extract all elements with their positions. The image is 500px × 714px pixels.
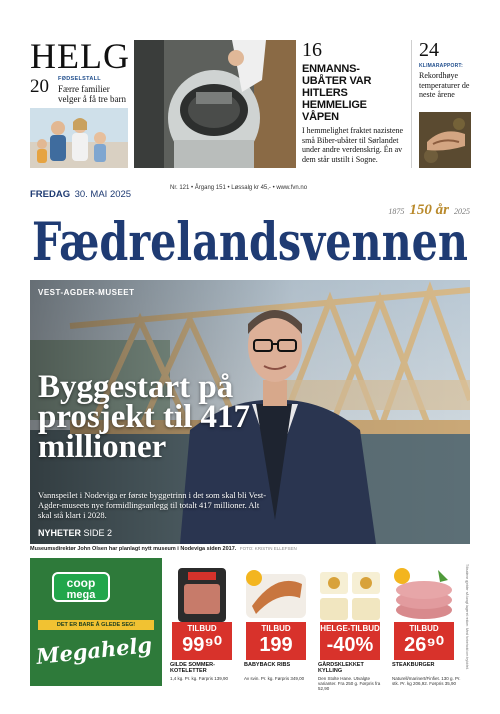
deal-card[interactable] (166, 558, 238, 686)
burger-patties-image (390, 564, 458, 624)
product-name: GILDE SOMMER-KOTELETTER (170, 662, 215, 674)
ribs-image (242, 564, 310, 624)
story24-kicker: KLIMARAPPORT: (419, 63, 463, 69)
price-value: -40% (326, 634, 374, 656)
family-photo (30, 108, 128, 168)
helg-teaser-text: Færre familier velger å få tre barn (58, 84, 126, 104)
masthead-title: Fædrelandsvennen (32, 212, 468, 272)
photo-credit: FOTO: KRISTIN ELLEFSEN (239, 546, 297, 551)
chicken-packages-image (316, 564, 384, 624)
pork-chops-image (168, 564, 236, 624)
deal-card[interactable] (240, 558, 312, 686)
photo-caption (30, 546, 470, 552)
soil-hands-photo (419, 112, 471, 168)
product-name: GÅRDSKLEKKET KYLLING (318, 662, 364, 674)
teaser-divider (411, 40, 412, 168)
price-label: HELGE-TILBUD (320, 624, 380, 633)
story16-page-number: 16 (302, 39, 322, 61)
hero-lead: Vannspeilet i Nodeviga er første byggetrinn i det som skal bli Vest-Agder-museets nye formidlingsanlegg til totalt 417 millioner. Alt skal stå klart i 2028. (38, 490, 267, 520)
product-name: BABYBACK RIBS (244, 662, 291, 668)
anniversary-end-year: 2025 (454, 207, 470, 216)
helg-title: HELG (30, 36, 130, 76)
logo-mega: mega (66, 589, 96, 601)
coop-advertisement[interactable] (30, 558, 470, 691)
anniversary-start-year: 1875 (388, 207, 405, 216)
date-weekday: FREDAG (30, 189, 71, 200)
product-details: 1,4 kg. Pr. kg. Førpris 139,90 (170, 676, 229, 681)
climate-story-teaser[interactable] (419, 40, 471, 100)
deal-card[interactable] (388, 558, 460, 686)
story24-text: Rekordhøye temperaturer de neste årene (419, 71, 470, 99)
helg-teaser[interactable] (30, 36, 130, 168)
price-label: TILBUD (409, 624, 439, 633)
product-details: Naturell/marinert/Finfiet. 130 g. Pr. stk. Pr. kg 206,92. Førpris 35,90 (392, 676, 461, 686)
submarine-photo (134, 40, 296, 168)
newspaper-masthead[interactable] (28, 200, 472, 272)
top-teasers (30, 36, 470, 168)
story16-text: I hemmelighet fraktet nazistene små Biber-ubåter til Sørlandet under andre verdenskrig. Én av dem står utstilt i Sogne. (302, 126, 404, 164)
caption-text: Museumsdirektør John Olsen har planlagt nytt museum i Nodeviga siden 2017. (30, 546, 237, 552)
logo-coop: coop (66, 576, 96, 590)
price-tag (172, 622, 232, 660)
story24-page-number: 24 (419, 39, 439, 61)
price-tag (246, 622, 306, 660)
deal-card[interactable] (314, 558, 386, 691)
date-full: 30. MAI 2025 (74, 189, 132, 200)
hero-story[interactable] (30, 280, 470, 544)
ad-slogan: DET ER BARE Å GLEDE SEG! (38, 620, 154, 630)
section-name: NYHETER (38, 528, 82, 538)
story16-title: ENMANNS-UBÅTER VAR HITLERS HEMMELIGE VÅPEN (302, 63, 372, 123)
anniversary-label: 150 år (409, 202, 449, 218)
hero-headline[interactable]: Byggestart på prosjekt til 417 millioner (38, 369, 251, 465)
price-label: TILBUD (187, 624, 217, 633)
product-details: Av svin. Pr. kg. Førpris 349,00 (244, 676, 305, 681)
price-label: TILBUD (261, 624, 291, 633)
section-page: SIDE 2 (83, 528, 113, 538)
product-name: STEAKBURGER (392, 662, 435, 668)
submarine-story-teaser[interactable] (302, 40, 404, 164)
price-value: 26⁹⁰ (404, 634, 444, 656)
issue-info: Nr. 121 • Årgang 151 • Løssalg kr 45,- • www.fvn.no (170, 185, 308, 191)
hero-kicker: VEST-AGDER-MUSEET (38, 288, 135, 297)
helg-page-number: 20 (30, 76, 49, 97)
price-value: 199 (259, 634, 293, 656)
hero-section-ref[interactable] (38, 528, 112, 538)
price-tag (320, 622, 380, 660)
price-tag (394, 622, 454, 660)
dateline (30, 184, 470, 198)
coop-brand-panel (30, 558, 162, 686)
helg-kicker: FØDSELSTALL (58, 76, 101, 82)
coop-mega-logo (52, 572, 110, 602)
price-value: 99⁹⁰ (182, 634, 222, 656)
megahelg-script: Megahelg (35, 631, 154, 670)
ad-disclaimer: Tilbudene gjelder så langt lageret rekker. Med forbehold om trykkfeil. (465, 564, 469, 671)
product-details: Den Stolte Hane. Utvalgte varianter. Fra 250 g. Førpris fra 52,90 (318, 676, 381, 691)
